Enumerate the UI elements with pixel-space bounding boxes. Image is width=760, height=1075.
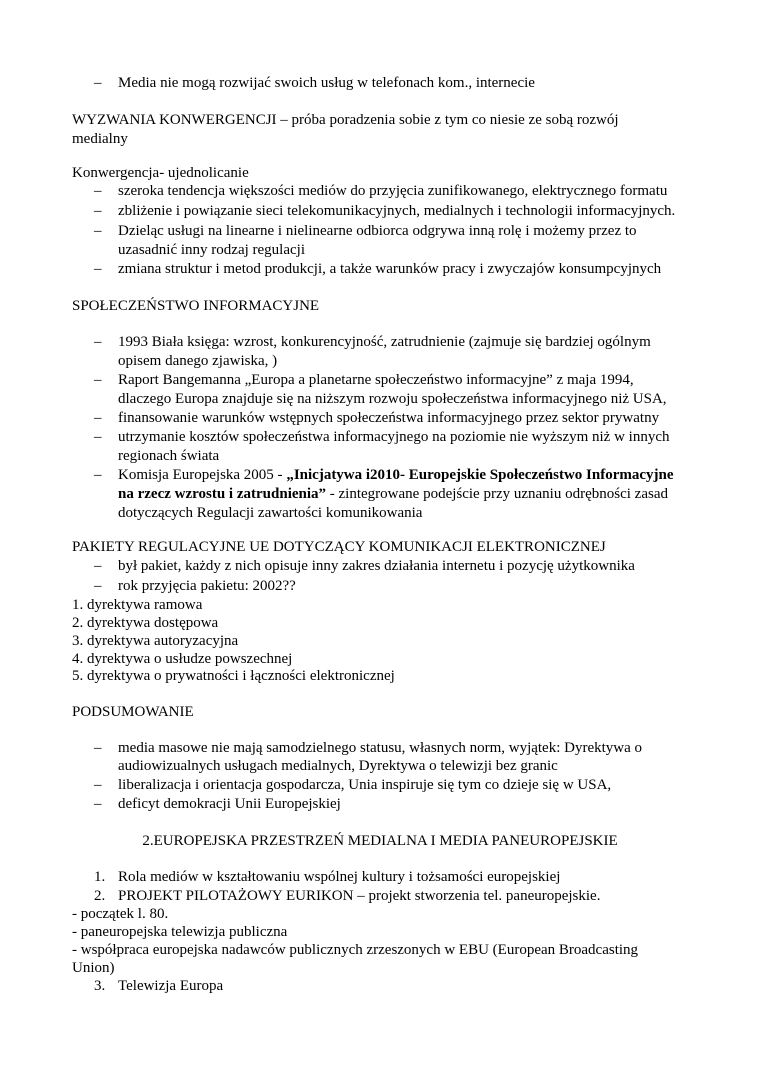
section2-heading: 2.EUROPEJSKA PRZESTRZEŃ MEDIALNA I MEDIA PANEUROPEJSKIE [142,833,618,849]
spol-bullet-5-line1 [118,466,674,485]
spol-bullet-5-suffix: - zintegrowane podejście przy uznaniu odrębności zasad [326,486,668,502]
spol-bullet-2-line1: Raport Bangemanna „Europa a planetarne społeczeństwo informacyjne” z maja 1994, [118,372,634,388]
pakiety-item-4: 4. dyrektywa o usłudze powszechnej [72,651,293,667]
wyzwania-bullet-2: zbliżenie i powiązanie sieci telekomunikacyjnych, medialnych i technologii informacyjnych. [118,203,676,219]
spol-bullet-1-line2: opisem danego zjawiska, ) [118,353,278,369]
bullet-dash: – [94,467,102,483]
spol-bullet-2-line2: dlaczego Europa znajduje się na niższym rozwoju społeczeństwa informacyjnego niż USA, [118,391,667,407]
wyzwania-bullet-3-line2: uzasadnić inny rodzaj regulacji [118,242,306,258]
section2-num-3: 3. [94,978,106,994]
wyzwania-bullet-4: zmiana struktur i metod produkcji, a także warunków pracy i zwyczajów konsumpcyjnych [118,261,662,277]
bullet-dash: – [94,372,102,388]
top-bullet: Media nie mogą rozwijać swoich usług w telefonach kom., internecie [118,75,535,91]
spol-bullet-5-bold2: na rzecz wzrostu i zatrudnienia” [118,486,327,502]
bullet-dash: – [94,740,102,756]
pakiety-item-1: 1. dyrektywa ramowa [72,597,203,613]
bullet-dash: – [94,429,102,445]
bullet-dash: – [94,578,102,594]
section2-item-2: PROJEKT PILOTAŻOWY EURIKON – projekt stworzenia tel. paneuropejskie. [118,888,601,904]
bullet-dash: – [94,261,102,277]
pakiety-heading: PAKIETY REGULACYJNE UE DOTYCZĄCY KOMUNIKACJI ELEKTRONICZNEJ [72,539,606,555]
pakiety-bullet-2: rok przyjęcia pakietu: 2002?? [118,578,296,594]
bullet-dash: – [94,777,102,793]
bullet-dash: – [94,223,102,239]
pods-bullet-3: deficyt demokracji Unii Europejskiej [118,796,341,812]
wyzwania-heading-line2: medialny [72,131,128,147]
section2-detail-2: - paneuropejska telewizja publiczna [72,924,288,940]
wyzwania-bullet-1: szeroka tendencja większości mediów do przyjęcia zunifikowanego, elektrycznego formatu [118,183,668,199]
spoleczenstwo-heading: SPOŁECZEŃSTWO INFORMACYJNE [72,298,320,314]
bullet-dash: – [94,796,102,812]
bullet-dash: – [94,75,102,91]
spol-bullet-5-line3: dotyczących Regulacji zawartości komunikowania [118,505,423,521]
pakiety-bullet-1: był pakiet, każdy z nich opisuje inny zakres działania internetu i pozycję użytkownika [118,558,635,574]
podsumowanie-heading: PODSUMOWANIE [72,704,194,720]
spol-bullet-4-line2: regionach świata [118,448,220,464]
section2-detail-3-line1: - współpraca europejska nadawców publicznych zrzeszonych w EBU (European Broadcasting [72,942,639,958]
bullet-dash: – [94,203,102,219]
spol-bullet-5-prefix: Komisja Europejska 2005 - [118,467,287,483]
spol-bullet-5-line2 [118,485,668,504]
bullet-dash: – [94,183,102,199]
section2-num-1: 1. [94,869,106,885]
section2-detail-3-line2: Union) [72,960,115,976]
pakiety-item-5: 5. dyrektywa o prywatności i łączności elektronicznej [72,668,395,684]
pods-bullet-1-line2: audiowizualnych usługach medialnych, Dyrektywa o telewizji bez granic [118,758,558,774]
spol-bullet-5-bold1: „Inicjatywa i2010- Europejskie Społeczeństwo Informacyjne [286,467,674,483]
bullet-dash: – [94,334,102,350]
pakiety-item-3: 3. dyrektywa autoryzacyjna [72,633,239,649]
pakiety-item-2: 2. dyrektywa dostępowa [72,615,219,631]
section2-item-1: Rola mediów w kształtowaniu wspólnej kultury i tożsamości europejskiej [118,869,561,885]
section2-item-3: Telewizja Europa [118,978,224,994]
spol-bullet-1-line1: 1993 Biała księga: wzrost, konkurencyjność, zatrudnienie (zajmuje się bardziej ogólnym [118,334,651,350]
section2-detail-1: - początek l. 80. [72,906,169,922]
wyzwania-bullet-3-line1: Dzieląc usługi na linearne i nielinearne odbiorca odgrywa inną rolę i możemy przez to [118,223,637,239]
wyzwania-intro: Konwergencja- ujednolicanie [72,165,249,181]
bullet-dash: – [94,410,102,426]
wyzwania-heading-line1: WYZWANIA KONWERGENCJI – próba poradzenia sobie z tym co niesie ze sobą rozwój [72,112,619,128]
pods-bullet-2: liberalizacja i orientacja gospodarcza, Unia inspiruje się tym co dzieje się w USA, [118,777,612,793]
section2-num-2: 2. [94,888,106,904]
bullet-dash: – [94,558,102,574]
spol-bullet-3: finansowanie warunków wstępnych społeczeństwa informacyjnego przez sektor prywatny [118,410,660,426]
spol-bullet-4-line1: utrzymanie kosztów społeczeństwa informacyjnego na poziomie nie wyższym niż w innych [118,429,670,445]
pods-bullet-1-line1: media masowe nie mają samodzielnego statusu, własnych norm, wyjątek: Dyrektywa o [118,740,643,756]
